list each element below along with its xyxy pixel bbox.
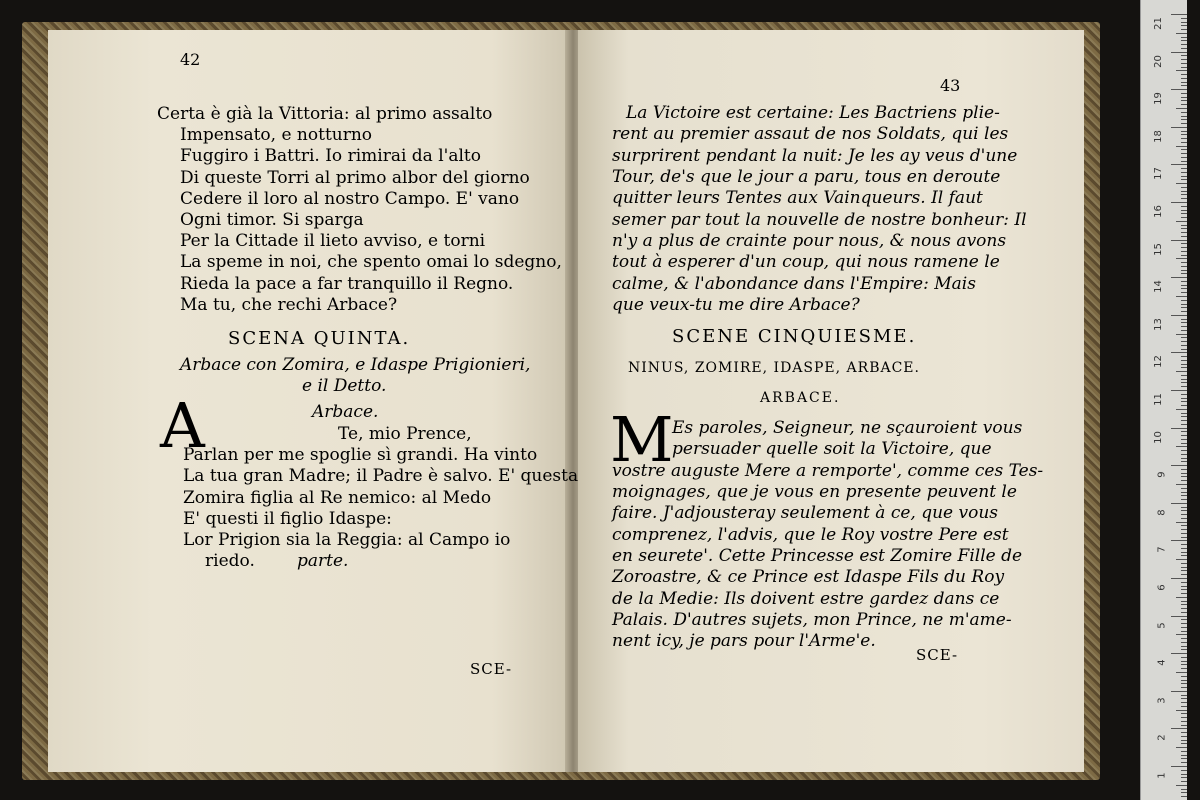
ruler-number: 18 xyxy=(1153,129,1165,143)
ruler-tick xyxy=(1181,228,1187,229)
ruler-tick xyxy=(1181,721,1187,722)
ruler-tick xyxy=(1181,755,1187,756)
ruler-tick xyxy=(1181,394,1187,395)
prose-line: que veux-tu me dire Arbace? xyxy=(612,295,860,315)
ruler-tick xyxy=(1181,104,1187,105)
ruler-tick xyxy=(1181,285,1187,286)
ruler-tick xyxy=(1181,123,1187,124)
prose-line: Es paroles, Seigneur, ne sçauroient vous xyxy=(672,418,1023,438)
left-page-number: 42 xyxy=(180,50,201,69)
ruler-tick xyxy=(1181,762,1187,763)
ruler-number: 9 xyxy=(1156,471,1168,478)
prose-line: de la Medie: Ils doivent estre gardez dans ce xyxy=(612,589,1000,609)
ruler-tick xyxy=(1181,270,1187,271)
ruler-number: 16 xyxy=(1153,205,1165,218)
ruler-tick xyxy=(1181,473,1187,474)
ruler-tick xyxy=(1181,179,1187,180)
measuring-ruler xyxy=(1140,0,1187,800)
ruler-tick xyxy=(1181,194,1187,195)
ruler-tick xyxy=(1181,112,1187,113)
ruler-tick xyxy=(1181,781,1187,782)
ruler-tick xyxy=(1181,510,1187,511)
ruler-tick xyxy=(1181,367,1187,368)
ruler-tick xyxy=(1176,258,1187,259)
ruler-tick xyxy=(1181,18,1187,19)
ruler-tick xyxy=(1181,586,1187,587)
ruler-tick xyxy=(1181,661,1187,662)
ruler-tick xyxy=(1181,225,1187,226)
ruler-tick xyxy=(1181,683,1187,684)
ruler-tick xyxy=(1181,736,1187,737)
prose-line: quitter leurs Tentes aux Vainqueurs. Il faut xyxy=(612,188,983,208)
ruler-number: 11 xyxy=(1153,393,1165,406)
ruler-tick xyxy=(1171,728,1187,729)
ruler-tick xyxy=(1171,428,1187,429)
prose-line: La Victoire est certaine: Les Bactriens plie- xyxy=(626,103,1000,123)
ruler-tick xyxy=(1181,642,1187,643)
ruler-tick xyxy=(1181,304,1187,305)
stage-direction: parte. xyxy=(297,551,349,571)
ruler-tick xyxy=(1181,732,1187,733)
ruler-tick xyxy=(1181,612,1187,613)
ruler-tick xyxy=(1181,191,1187,192)
ruler-tick xyxy=(1171,202,1187,203)
ruler-tick xyxy=(1176,747,1187,748)
ruler-tick xyxy=(1181,695,1187,696)
prose-line: Zoroastre, & ce Prince est Idaspe Fils du Roy xyxy=(612,567,1005,587)
ruler-tick xyxy=(1181,97,1187,98)
ruler-tick xyxy=(1181,360,1187,361)
ruler-tick xyxy=(1171,578,1187,579)
prose-line: Tour, de's que le jour a paru, tous en deroute xyxy=(612,167,1001,187)
ruler-number: 20 xyxy=(1153,54,1165,68)
ruler-tick xyxy=(1181,649,1187,650)
ruler-tick xyxy=(1171,127,1187,128)
ruler-number: 8 xyxy=(1156,509,1168,516)
ruler-tick xyxy=(1181,608,1187,609)
ruler-tick xyxy=(1181,664,1187,665)
ruler-tick xyxy=(1181,533,1187,534)
cast-line: NINUS, ZOMIRE, IDASPE, ARBACE. xyxy=(628,360,920,376)
cast-line: Arbace con Zomira, e Idaspe Prigionieri, xyxy=(180,355,531,375)
ruler-tick xyxy=(1181,657,1187,658)
verse-line: Fuggiro i Battri. Io rimirai da l'alto xyxy=(180,146,481,166)
ruler-tick xyxy=(1171,240,1187,241)
prose-line: nent icy, je pars pour l'Arme'e. xyxy=(612,631,876,651)
cast-line: e il Detto. xyxy=(302,376,387,396)
ruler-number: 5 xyxy=(1156,621,1168,629)
ruler-tick xyxy=(1181,375,1187,376)
ruler-tick xyxy=(1181,420,1187,421)
ruler-tick xyxy=(1181,85,1187,86)
verse-line: Di queste Torri al primo albor del giorno xyxy=(180,168,530,188)
ruler-tick xyxy=(1181,717,1187,718)
ruler-number: 2 xyxy=(1156,734,1168,742)
ruler-tick xyxy=(1176,371,1187,372)
prose-line: moignages, que je vous en presente peuvent le xyxy=(612,482,1017,502)
ruler-tick xyxy=(1181,454,1187,455)
ruler-tick xyxy=(1181,680,1187,681)
ruler-tick xyxy=(1181,480,1187,481)
ruler-tick xyxy=(1181,63,1187,64)
prose-line: surprirent pendant la nuit: Je les ay veus d'une xyxy=(612,146,1018,166)
speaker-name: ARBACE. xyxy=(760,390,841,406)
ruler-tick xyxy=(1176,33,1187,34)
ruler-tick xyxy=(1181,435,1187,436)
ruler-tick xyxy=(1181,153,1187,154)
verse-line: La tua gran Madre; il Padre è salvo. E' questa xyxy=(183,466,579,486)
ruler-tick xyxy=(1176,597,1187,598)
ruler-tick xyxy=(1181,48,1187,49)
ruler-tick xyxy=(1171,653,1187,654)
ruler-tick xyxy=(1176,634,1187,635)
ruler-tick xyxy=(1181,330,1187,331)
ruler-number: 17 xyxy=(1153,167,1165,181)
ruler-tick xyxy=(1181,198,1187,199)
prose-line: calme, & l'abondance dans l'Empire: Mais xyxy=(612,274,976,294)
ruler-tick xyxy=(1181,217,1187,218)
ruler-tick xyxy=(1181,138,1187,139)
ruler-tick xyxy=(1181,273,1187,274)
ruler-tick xyxy=(1181,382,1187,383)
ruler-tick xyxy=(1181,743,1187,744)
ruler-tick xyxy=(1181,758,1187,759)
ruler-tick xyxy=(1181,345,1187,346)
ruler-tick xyxy=(1181,187,1187,188)
prose-line: persuader quelle soit la Victoire, que xyxy=(672,439,992,459)
ruler-tick xyxy=(1181,770,1187,771)
ruler-tick xyxy=(1181,499,1187,500)
ruler-tick xyxy=(1181,131,1187,132)
ruler-tick xyxy=(1181,29,1187,30)
ruler-tick xyxy=(1176,409,1187,410)
ruler-tick xyxy=(1181,134,1187,135)
verse-line: Per la Cittade il lieto avviso, e torni xyxy=(180,231,486,251)
ruler-tick xyxy=(1181,82,1187,83)
ruler-tick xyxy=(1181,552,1187,553)
ruler-tick xyxy=(1181,439,1187,440)
ruler-tick xyxy=(1181,627,1187,628)
ruler-tick xyxy=(1176,672,1187,673)
ruler-tick xyxy=(1181,55,1187,56)
ruler-tick xyxy=(1181,567,1187,568)
verse-line: Ma tu, che rechi Arbace? xyxy=(180,295,398,315)
ruler-tick xyxy=(1181,495,1187,496)
ruler-tick xyxy=(1181,322,1187,323)
ruler-tick xyxy=(1181,386,1187,387)
ruler-tick xyxy=(1181,514,1187,515)
ruler-tick xyxy=(1181,623,1187,624)
ruler-tick xyxy=(1181,789,1187,790)
ruler-tick xyxy=(1171,691,1187,692)
verse-line: Impensato, e notturno xyxy=(180,125,373,145)
verse-line: Te, mio Prence, xyxy=(338,424,472,444)
ruler-tick xyxy=(1171,89,1187,90)
ruler-tick xyxy=(1171,315,1187,316)
prose-line: semer par tout la nouvelle de nostre bonheur: Il xyxy=(612,210,1027,230)
ruler-number: 15 xyxy=(1153,242,1165,256)
ruler-tick xyxy=(1181,488,1187,489)
ruler-tick xyxy=(1181,725,1187,726)
ruler-tick xyxy=(1181,319,1187,320)
ruler-tick xyxy=(1181,413,1187,414)
right-page-number: 43 xyxy=(940,76,961,95)
ruler-tick xyxy=(1171,352,1187,353)
ruler-tick xyxy=(1171,277,1187,278)
ruler-number: 12 xyxy=(1153,355,1165,369)
ruler-tick xyxy=(1181,582,1187,583)
ruler-tick xyxy=(1171,390,1187,391)
ruler-tick xyxy=(1171,616,1187,617)
ruler-tick xyxy=(1181,25,1187,26)
ruler-tick xyxy=(1181,631,1187,632)
verse-line: Cedere il loro al nostro Campo. E' vano xyxy=(180,189,520,209)
ruler-tick xyxy=(1181,443,1187,444)
ruler-tick xyxy=(1181,646,1187,647)
ruler-tick xyxy=(1181,450,1187,451)
ruler-tick xyxy=(1181,469,1187,470)
ruler-tick xyxy=(1181,796,1187,797)
verse-line: Zomira figlia al Re nemico: al Medo xyxy=(183,488,492,508)
ruler-tick xyxy=(1181,601,1187,602)
ruler-tick xyxy=(1171,766,1187,767)
ruler-tick xyxy=(1181,307,1187,308)
prose-line: faire. J'adjousteray seulement à ce, que vous xyxy=(612,503,999,523)
ruler-tick xyxy=(1181,713,1187,714)
verse-line: E' questi il figlio Idaspe: xyxy=(183,509,392,529)
ruler-tick xyxy=(1171,503,1187,504)
ruler-tick xyxy=(1181,563,1187,564)
ruler-tick xyxy=(1171,540,1187,541)
ruler-tick xyxy=(1181,59,1187,60)
ruler-tick xyxy=(1181,555,1187,556)
ruler-number: 3 xyxy=(1156,697,1168,704)
ruler-number: 1 xyxy=(1156,772,1168,779)
ruler-tick xyxy=(1176,108,1187,109)
ruler-tick xyxy=(1171,164,1187,165)
ruler-tick xyxy=(1181,604,1187,605)
ruler-tick xyxy=(1181,93,1187,94)
drop-cap: A xyxy=(160,389,205,462)
ruler-tick xyxy=(1181,593,1187,594)
ruler-tick xyxy=(1181,119,1187,120)
ruler-tick xyxy=(1181,292,1187,293)
prose-line: comprenez, l'advis, que le Roy vostre Pere est xyxy=(612,525,1009,545)
prose-line: vostre auguste Mere a remporte', comme ces Tes- xyxy=(612,461,1044,481)
ruler-tick xyxy=(1181,525,1187,526)
ruler-number: 13 xyxy=(1153,317,1165,331)
ruler-tick xyxy=(1176,221,1187,222)
ruler-tick xyxy=(1181,424,1187,425)
ruler-tick xyxy=(1181,300,1187,301)
ruler-tick xyxy=(1181,266,1187,267)
ruler-tick xyxy=(1181,431,1187,432)
catchword: SCE- xyxy=(470,660,513,678)
ruler-tick xyxy=(1181,792,1187,793)
ruler-number: 21 xyxy=(1153,17,1165,30)
ruler-tick xyxy=(1181,687,1187,688)
verse-line: riedo. xyxy=(205,551,255,571)
ruler-tick xyxy=(1181,518,1187,519)
ruler-tick xyxy=(1181,251,1187,252)
ruler-tick xyxy=(1181,458,1187,459)
ruler-tick xyxy=(1181,774,1187,775)
ruler-tick xyxy=(1176,146,1187,147)
scene-heading: SCENA QUINTA. xyxy=(228,328,411,349)
ruler-tick xyxy=(1176,70,1187,71)
ruler-tick xyxy=(1181,698,1187,699)
ruler-tick xyxy=(1181,37,1187,38)
ruler-number: 10 xyxy=(1153,430,1165,444)
ruler-tick xyxy=(1181,67,1187,68)
ruler-tick xyxy=(1181,461,1187,462)
ruler-tick xyxy=(1176,710,1187,711)
ruler-tick xyxy=(1181,262,1187,263)
ruler-tick xyxy=(1181,100,1187,101)
verse-line: La speme in noi, che spento omai lo sdegno, xyxy=(180,252,562,272)
scene-heading: SCENE CINQUIESME. xyxy=(672,326,917,347)
ruler-tick xyxy=(1181,668,1187,669)
ruler-tick xyxy=(1181,574,1187,575)
ruler-tick xyxy=(1181,706,1187,707)
ruler-tick xyxy=(1181,78,1187,79)
ruler-tick xyxy=(1181,341,1187,342)
ruler-tick xyxy=(1181,492,1187,493)
ruler-tick xyxy=(1181,22,1187,23)
ruler-tick xyxy=(1181,548,1187,549)
ruler-tick xyxy=(1181,40,1187,41)
ruler-tick xyxy=(1181,537,1187,538)
catchword: SCE- xyxy=(916,646,959,664)
ruler-tick xyxy=(1181,364,1187,365)
ruler-tick xyxy=(1181,311,1187,312)
ruler-tick xyxy=(1181,476,1187,477)
ruler-tick xyxy=(1181,507,1187,508)
ruler-tick xyxy=(1181,751,1187,752)
prose-line: n'y a plus de crainte pour nous, & nous avons xyxy=(612,231,1007,251)
speaker-name: Arbace. xyxy=(312,402,379,422)
ruler-number: 4 xyxy=(1156,659,1168,666)
ruler-tick xyxy=(1181,337,1187,338)
ruler-tick xyxy=(1181,401,1187,402)
ruler-tick xyxy=(1176,446,1187,447)
ruler-tick xyxy=(1181,243,1187,244)
ruler-tick xyxy=(1181,405,1187,406)
verse-line: Parlan per me spoglie sì grandi. Ha vinto xyxy=(183,445,538,465)
ruler-tick xyxy=(1181,168,1187,169)
ruler-tick xyxy=(1181,638,1187,639)
ruler-tick xyxy=(1171,52,1187,53)
verse-line: Certa è già la Vittoria: al primo assalto xyxy=(157,104,493,124)
ruler-tick xyxy=(1181,619,1187,620)
ruler-tick xyxy=(1181,176,1187,177)
ruler-tick xyxy=(1176,183,1187,184)
ruler-tick xyxy=(1181,777,1187,778)
ruler-number: 7 xyxy=(1156,546,1168,554)
ruler-tick xyxy=(1181,570,1187,571)
ruler-tick xyxy=(1181,281,1187,282)
ruler-tick xyxy=(1181,356,1187,357)
ruler-tick xyxy=(1181,116,1187,117)
ruler-tick xyxy=(1181,232,1187,233)
ruler-tick xyxy=(1181,236,1187,237)
ruler-tick xyxy=(1181,247,1187,248)
ruler-tick xyxy=(1181,142,1187,143)
ruler-tick xyxy=(1181,157,1187,158)
ruler-tick xyxy=(1181,255,1187,256)
drop-cap: M xyxy=(610,403,674,476)
ruler-tick xyxy=(1181,544,1187,545)
ruler-tick xyxy=(1181,161,1187,162)
ruler-tick xyxy=(1181,213,1187,214)
prose-line: rent au premier assaut de nos Soldats, qui les xyxy=(612,124,1009,144)
ruler-tick xyxy=(1181,349,1187,350)
ruler-tick xyxy=(1181,529,1187,530)
ruler-tick xyxy=(1181,206,1187,207)
ruler-number: 14 xyxy=(1153,280,1165,294)
ruler-tick xyxy=(1171,14,1187,15)
ruler-tick xyxy=(1176,484,1187,485)
ruler-number: 19 xyxy=(1153,92,1165,106)
prose-line: en seurete'. Cette Princesse est Zomire Fille de xyxy=(612,546,1023,566)
ruler-tick xyxy=(1181,676,1187,677)
verse-line: Ogni timor. Si sparga xyxy=(180,210,364,230)
ruler-tick xyxy=(1176,522,1187,523)
ruler-tick xyxy=(1181,74,1187,75)
ruler-tick xyxy=(1181,589,1187,590)
ruler-tick xyxy=(1181,149,1187,150)
ruler-tick xyxy=(1176,296,1187,297)
ruler-tick xyxy=(1181,416,1187,417)
ruler-tick xyxy=(1181,326,1187,327)
ruler-tick xyxy=(1181,379,1187,380)
ruler-tick xyxy=(1181,740,1187,741)
verse-line: Lor Prigion sia la Reggia: al Campo io xyxy=(183,530,511,550)
verse-line: Rieda la pace a far tranquillo il Regno. xyxy=(180,274,514,294)
ruler-tick xyxy=(1171,465,1187,466)
ruler-tick xyxy=(1176,785,1187,786)
prose-line: tout à esperer d'un coup, qui nous ramene le xyxy=(612,252,1000,272)
ruler-tick xyxy=(1176,334,1187,335)
ruler-number: 6 xyxy=(1156,584,1168,591)
ruler-tick xyxy=(1181,172,1187,173)
ruler-tick xyxy=(1181,210,1187,211)
prose-line: Palais. D'autres sujets, mon Prince, ne m'ame- xyxy=(612,610,1012,630)
ruler-tick xyxy=(1181,702,1187,703)
ruler-tick xyxy=(1181,44,1187,45)
ruler-tick xyxy=(1176,559,1187,560)
ruler-tick xyxy=(1181,288,1187,289)
ruler-tick xyxy=(1181,398,1187,399)
